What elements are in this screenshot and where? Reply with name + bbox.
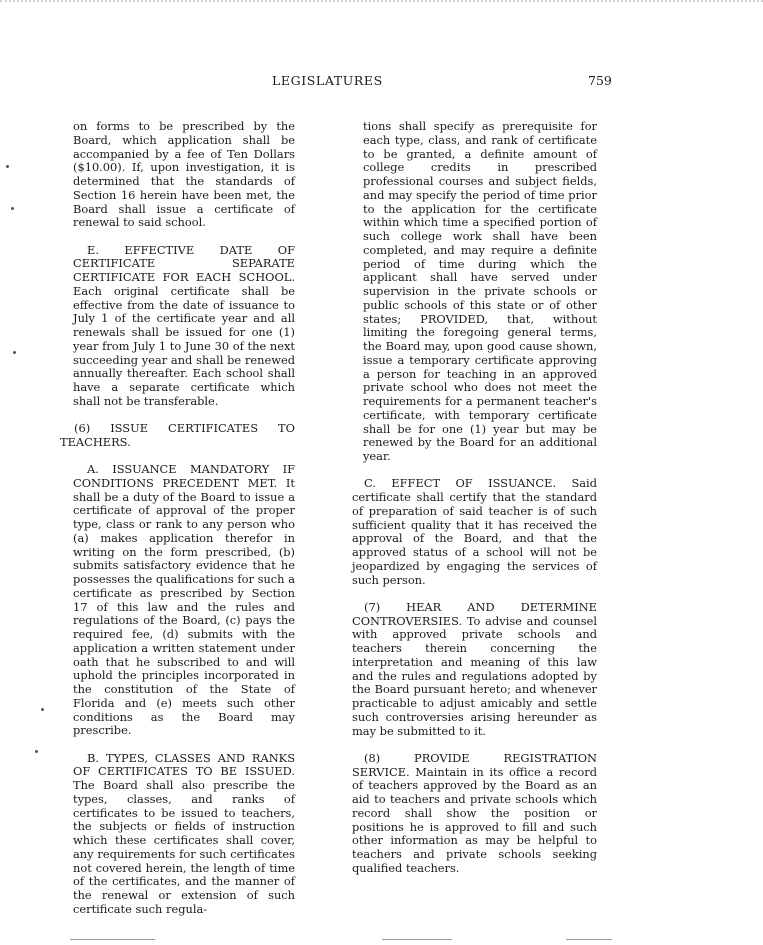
margin-speck — [41, 708, 44, 711]
right-column — [352, 120, 597, 889]
page-title: LEGISLATURES — [272, 73, 383, 88]
section-heading-issue-certificates: (6) ISSUE CERTIFICATES TO TEACHERS. — [60, 421, 295, 449]
paragraph-effective-date: E. EFFECTIVE DATE OF CERTIFICATE SEPARATE CERTIFICATE FOR EACH SCHOOL. Each original certificate shall be effective from the date of issuance to July 1 of the certificate year and all renewals shall be issued for one (1) year from July 1 to June 30 of the next succeeding year and shall be renewed annually thereafter. Each school shall have a separate certificate which shall not be transferable. — [73, 242, 295, 408]
paragraph-issuance-mandatory: A. ISSUANCE MANDATORY IF CONDITIONS PRECEDENT MET. It shall be a duty of the Board to issue a certificate of approval of the proper type, class or rank to any person who (a) makes application therefor in writing on the form prescribed, (b) submits satisfactory evidence that he possesses the qualifications for such a certificate as prescribed by Section 17 of this law and the rules and regulations of the Board, (c) pays the required fee, (d) submits with the application a written statement under oath that he subscribed to and will uphold the principles incorporated in the constitution of the State of Florida and (e) meets such other conditions as the Board may prescribe. — [73, 462, 295, 738]
bottom-scan-rule — [70, 939, 155, 940]
bottom-scan-rule — [382, 939, 452, 940]
margin-speck — [35, 750, 38, 753]
margin-speck — [6, 165, 9, 168]
paragraph-continuation: on forms to be prescribed by the Board, which application shall be accompanied by a fee of Ten Dollars ($10.00). If, upon investigation, it is determined that the standards of Section 16 herein have been met, the Board shall issue a certificate of renewal to said school. — [73, 119, 295, 230]
running-head — [0, 73, 763, 91]
paragraph-registration-service: (8) PROVIDE REGISTRATION SERVICE. Maintain in its office a record of teachers approved by the Board as an aid to teachers and private schools which record shall show the position or positions he is approved to fill and such other information as may be helpful to teachers and private schools seeking qualified teachers. — [352, 750, 597, 875]
page-number: 759 — [588, 73, 612, 88]
paragraph-types-classes-ranks: B. TYPES, CLASSES AND RANKS OF CERTIFICATES TO BE ISSUED. The Board shall also prescribe the types, classes, and ranks of certificates to be issued to teachers, the subjects or fields of instruction which these certificates shall cover, any requirements for such certificates not covered herein, the length of time of the certificates, and the manner of the renewal or extension of such certificate such regula- — [73, 750, 295, 916]
paragraph-regulations-continuation: tions shall specify as prerequisite for each type, class, and rank of certificate to be granted, a definite amount of college credits in prescribed professional courses and subject fields, and may specify the period of time prior to the application for the certificate within which time a specified portion of such college work shall have been completed, and may require a definite period of time during which the applicant shall have served under supervision in the private schools or public schools of this state or of other states; PROVIDED, that, without limiting the foregoing general terms, the Board may, upon good cause shown, issue a temporary certificate approving a person for teaching in an approved private school who does not meet the requirements for a permanent teacher's certificate, with temporary certificate shall be for one (1) year but may be renewed by the Board for an additional year. — [363, 119, 597, 463]
left-column — [60, 119, 295, 930]
paragraph-hear-determine-controversies: (7) HEAR AND DETERMINE CONTROVERSIES. To advise and counsel with approved private schools and teachers therein concerning the interpretation and meaning of this law and the rules and regulations adopted by the Board pursuant hereto; and whenever practicable to adjust amicably and settle such controversies arising hereunder as may be submitted to it. — [352, 599, 597, 738]
margin-speck — [13, 351, 16, 354]
paragraph-effect-of-issuance: C. EFFECT OF ISSUANCE. Said certificate shall certify that the standard of preparation of said teacher is of such sufficient quality that it has received the approval of the Board, and that the approved status of a school will not be jeopardized by engaging the services of such person. — [352, 476, 597, 587]
bottom-scan-rule — [566, 939, 612, 940]
top-border-dots — [0, 0, 763, 8]
margin-speck — [11, 207, 14, 210]
